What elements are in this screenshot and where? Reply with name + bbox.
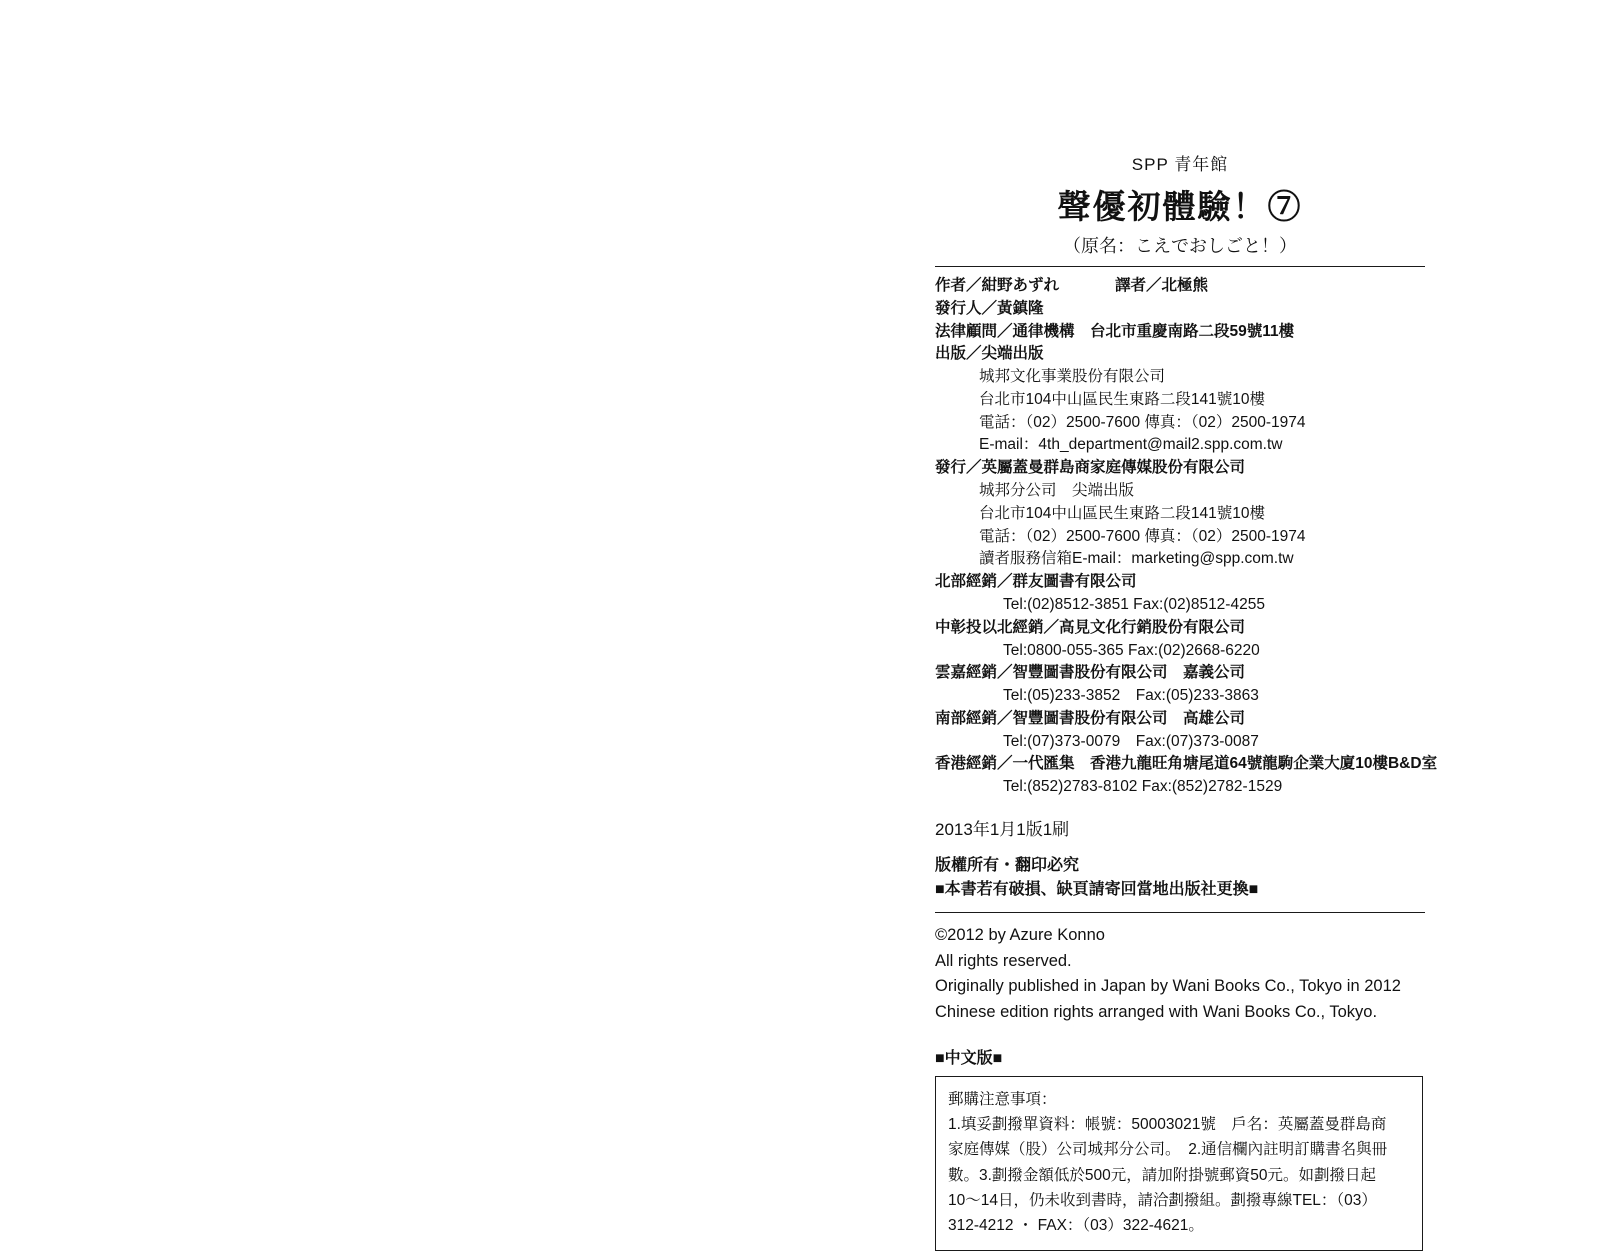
credit-row: 作者／紺野あずれ 譯者／北極熊 (935, 277, 1209, 294)
english-line: All rights reserved. (935, 951, 1072, 970)
credit-row: 發行／英屬蓋曼群島商家庭傳媒股份有限公司 (935, 459, 1246, 477)
credit-row: 法律顧問／通律機構 台北市重慶南路二段59號11樓 (935, 322, 1295, 340)
notice-line: 家庭傳媒（股）公司城邦分公司。 2.通信欄內註明訂購書名與冊 (948, 1141, 1388, 1159)
credit-row: 台北市104中山區民生東路二段141號10樓 (979, 390, 1265, 408)
english-rights-block (935, 923, 1425, 1025)
credit-row: 城邦文化事業股份有限公司 (979, 368, 1166, 386)
credit-row: Tel:(852)2783-8102 Fax:(852)2782-1529 (1003, 778, 1283, 796)
credit-row: Tel:(07)373-0079 Fax:(07)373-0087 (1003, 732, 1259, 750)
credit-row: Tel:(05)233-3852 Fax:(05)233-3863 (1003, 687, 1259, 705)
credit-row: 台北市104中山區民生東路二段141號10樓 (979, 504, 1265, 522)
print-run-line: 2013年1月1版1刷 (935, 819, 1070, 839)
notice-line: 數。3.劃撥金額低於500元，請加附掛號郵資50元。如劃撥日起 (948, 1166, 1377, 1184)
notice-line: 312-4212 ・ FAX：（03）322-4621。 (948, 1216, 1204, 1234)
book-original-title: （原名：こえでおしごと！） (1063, 236, 1297, 256)
credit-row: E-mail：4th_department@mail2.spp.com.tw (979, 436, 1283, 454)
chinese-edition-mark: ■中文版■ (935, 1050, 1003, 1068)
divider-bottom (935, 912, 1425, 913)
credit-row: 出版／尖端出版 (935, 345, 1044, 363)
imprint-label: SPP 青年館 (1131, 155, 1229, 174)
credit-row: 中彰投以北經銷／高見文化行銷股份有限公司 (935, 618, 1246, 636)
credit-row: 雲嘉經銷／智豐圖書股份有限公司 嘉義公司 (935, 664, 1246, 682)
book-title: 聲優初體驗！⑦ (1057, 188, 1303, 225)
credit-row: 讀者服務信箱E-mail：marketing@spp.com.tw (979, 550, 1294, 568)
rights-line-1: 版權所有・翻印必究 (935, 856, 1080, 874)
colophon-block (935, 150, 1438, 1251)
english-line: ©2012 by Azure Konno (935, 925, 1105, 944)
credit-row: 城邦分公司 尖端出版 (979, 482, 1135, 500)
english-line: Originally published in Japan by Wani Books Co., Tokyo in 2012 (935, 977, 1401, 996)
credit-row: 香港經銷／一代匯集 香港九龍旺角塘尾道64號龍駒企業大廈10樓B&D室 (935, 755, 1438, 773)
notice-line: 郵購注意事項： (948, 1091, 1057, 1109)
english-line: Chinese edition rights arranged with Wani Books Co., Tokyo. (935, 1002, 1378, 1021)
credits-list (935, 275, 1438, 799)
credit-row: 發行人／黃鎮隆 (935, 299, 1044, 317)
credit-row: 電話：（02）2500-7600 傳真：（02）2500-1974 (979, 413, 1306, 431)
divider-top (935, 266, 1425, 267)
credit-row: Tel:0800-055-365 Fax:(02)2668-6220 (1003, 641, 1260, 659)
rights-line-2: ■本書若有破損、缺頁請寄回當地出版社更換■ (935, 880, 1259, 898)
credit-row: 北部經銷／群友圖書有限公司 (935, 573, 1137, 591)
notice-line: 10～14日，仍未收到書時，請洽劃撥組。劃撥專線TEL：（03） (948, 1191, 1377, 1209)
rights-block (935, 854, 1425, 902)
credit-row: Tel:(02)8512-3851 Fax:(02)8512-4255 (1003, 595, 1265, 613)
notice-line: 1.填妥劃撥單資料：帳號：50003021號 戶名：英屬蓋曼群島商 (948, 1116, 1387, 1134)
credit-row: 電話：（02）2500-7600 傳真：（02）2500-1974 (979, 527, 1306, 545)
credit-row: 南部經銷／智豐圖書股份有限公司 高雄公司 (935, 709, 1246, 727)
mail-order-notice-box (935, 1076, 1423, 1251)
